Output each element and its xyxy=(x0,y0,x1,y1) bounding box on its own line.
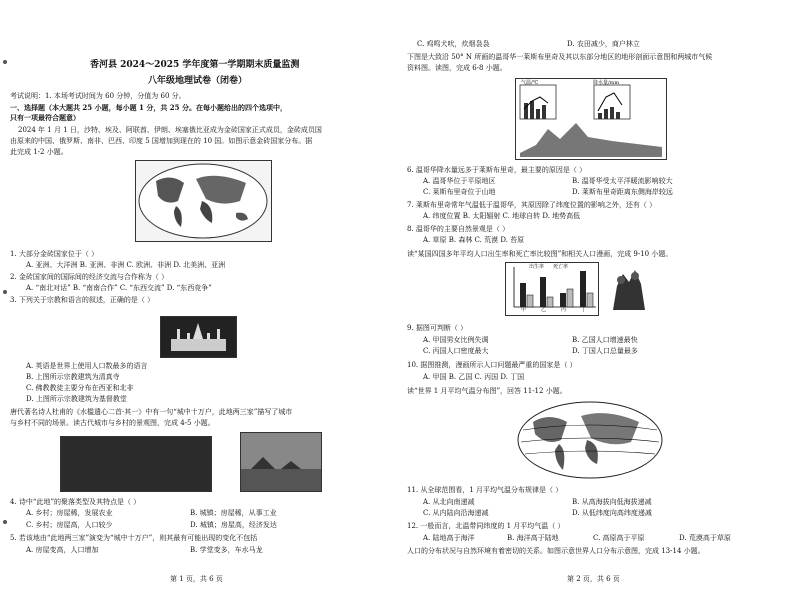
intro-text: 2024 年 1 月 1 日，沙特、埃及、阿联酋、伊朗、埃塞俄比亚成为金砖国家正式成员，金砖成员国 xyxy=(18,126,322,134)
chart-category-label: 丙 xyxy=(561,307,567,313)
binding-hole xyxy=(3,60,7,64)
question-2: 2. 金砖国家间的国际间的经济交流与合作称为（ ） xyxy=(10,273,169,281)
question-12-option-b: B. 海洋高于陆地 xyxy=(507,534,559,542)
question-9-option-a: A. 甲国男女比例失调 xyxy=(423,336,489,344)
question-3-option-d: D. 上图所示宗教建筑为基督教堂 xyxy=(26,395,127,403)
question-4-option-c: C. 乡村；房屋高，人口较少 xyxy=(26,521,113,529)
question-11-option-a: A. 从北向南递减 xyxy=(423,498,475,506)
question-5-option-c: C. 鸡鸣犬吠，炊烟袅袅 xyxy=(417,40,490,48)
question-4: 4. 诗中“此地”的聚落类型及其特点是（ ） xyxy=(10,498,141,506)
question-6-option-c: C. 莱斯布里奇位于山地 xyxy=(423,188,496,196)
question-9-option-b: B. 乙国人口增速最快 xyxy=(572,336,638,344)
question-2-options: A. “南北对话” B. “南南合作” C. “东西交流” D. “东西竞争” xyxy=(26,284,212,292)
section-heading-cont: 只有一项最符合题意） xyxy=(10,113,80,122)
question-12-option-a: A. 陆地高于海洋 xyxy=(423,534,475,542)
chart-legend-birth: 出生率 xyxy=(529,264,545,270)
question-1-options: A. 亚洲、大洋洲 B. 亚洲、非洲 C. 欧洲、非洲 D. 北美洲、亚洲 xyxy=(26,261,226,269)
question-8-options: A. 草原 B. 森林 C. 荒漠 D. 苔原 xyxy=(423,236,525,244)
intro-text: 此完成 1-2 小题。 xyxy=(10,148,68,156)
question-3: 3. 下列关于宗教和语言的叙述，正确的是（ ） xyxy=(10,296,155,304)
exam-subtitle: 八年级地理试卷（闭卷） xyxy=(148,76,248,86)
question-8: 8. 温哥华的主要自然景观是（ ） xyxy=(407,225,510,233)
january-temperature-map xyxy=(515,400,665,480)
climate-chart-label: 降水量/mm xyxy=(593,80,620,86)
question-11-option-b: B. 从高海拔向低海拔递减 xyxy=(572,498,652,506)
question-10: 10. 据图推测，漫画所示人口问题最严重的国家是（ ） xyxy=(407,361,577,369)
question-5: 5. 若该地由“此地两三家”演变为“城中十万户”，则其最有可能出现的变化不包括 xyxy=(10,534,258,542)
question-12-option-d: D. 荒漠高于草原 xyxy=(679,534,731,542)
intro-text: 读“世界 1 月平均气温分布图”，回答 11-12 小题。 xyxy=(407,387,567,395)
question-11: 11. 从全球范围看，1 月平均气温分布规律是（ ） xyxy=(407,486,563,494)
question-6-option-d: D. 莱斯布里奇距离东侧海岸较远 xyxy=(572,188,673,196)
question-5-option-a: A. 房屋变高，人口增加 xyxy=(26,546,99,554)
question-6-option-a: A. 温哥华位于平原地区 xyxy=(423,177,496,185)
question-7: 7. 莱斯布里奇常年气温低于温哥华，其原因除了纬度位置的影响之外，还有（ ） xyxy=(407,201,657,209)
question-7-options: A. 纬度位置 B. 太阳辐射 C. 地球自转 D. 地势高低 xyxy=(423,212,581,220)
intro-text: 资料图。读图，完成 6-8 小题。 xyxy=(407,64,507,72)
question-11-option-c: C. 从内陆向沿海递减 xyxy=(423,509,489,517)
question-9: 9. 据图可判断（ ） xyxy=(407,324,468,332)
question-5-option-b: B. 学堂变多，车水马龙 xyxy=(190,546,263,554)
ancient-city-photo xyxy=(60,436,212,492)
question-3-option-c: C. 佛教教徒主要分布在西亚和北非 xyxy=(26,384,134,392)
exam-notice: 考试说明：1. 本场考试时间为 60 分钟，分值为 60 分。 xyxy=(10,92,186,100)
binding-hole xyxy=(3,520,7,524)
question-12-option-c: C. 高原高于平原 xyxy=(593,534,645,542)
brics-world-map xyxy=(135,160,272,242)
section-heading: 一、选择题（本大题共 25 小题，每小题 1 分，共 25 分。在每小题给出的四个选项中， xyxy=(10,103,287,112)
question-9-option-c: C. 丙国人口密度最大 xyxy=(423,347,489,355)
chart-category-label: 乙 xyxy=(541,307,547,313)
page-footer: 第 2 页，共 6 页 xyxy=(567,575,620,583)
question-9-option-d: D. 丁国人口总量最多 xyxy=(572,347,638,355)
question-1: 1. 大部分金砖国家位于（ ） xyxy=(10,250,99,258)
question-6: 6. 温哥华降水量远多于莱斯布里奇，最主要的原因是（ ） xyxy=(407,166,587,174)
binding-hole xyxy=(3,290,7,294)
chart-category-label: 丁 xyxy=(581,307,587,313)
intro-text: 与乡村不同的场景。读古代城市与乡村的景观图，完成 4-5 小题。 xyxy=(10,419,215,427)
question-3-option-a: A. 英语是世界上使用人口数最多的语言 xyxy=(26,362,148,370)
question-10-options: A. 甲国 B. 乙国 C. 丙国 D. 丁国 xyxy=(423,373,525,381)
page-footer: 第 1 页，共 6 页 xyxy=(170,575,223,583)
intro-text: 下图是大致沿 50° N 所画的温哥华一莱斯布里奇及其以东部分地区的地形剖面示意图和两城市气候 xyxy=(407,53,713,61)
intro-text: 由原来的中国、俄罗斯、南非、巴西、印度 5 国增加到现在的 10 国。如图示意金砖国家分布。据 xyxy=(10,137,313,145)
terrain-profile-figure xyxy=(515,78,667,160)
ancient-village-photo xyxy=(240,432,322,492)
question-5-option-d: D. 农田减少，商户林立 xyxy=(567,40,640,48)
question-6-option-b: B. 温哥华受太平洋暖流影响较大 xyxy=(572,177,673,185)
chart-category-label: 甲 xyxy=(521,307,527,313)
intro-text: 读“某国四国多年平均人口出生率和死亡率比较图”和相关人口漫画，完成 9-10 小题。 xyxy=(407,250,673,258)
intro-text: 唐代著名诗人杜甫的《水槛遣心二首·其一》中有一句“城中十万户，此地两三家”描写了城市 xyxy=(10,408,293,416)
climate-chart-label: 气温/℃ xyxy=(521,80,539,86)
question-11-option-d: D. 从低纬度向高纬度递减 xyxy=(572,509,652,517)
population-cartoon xyxy=(607,266,649,312)
intro-text: 人口的分布状况与自然环境有着密切的关系。如图示意世界人口分布示意图，完成 13-14 小题。 xyxy=(407,547,705,555)
religious-building-photo xyxy=(160,316,237,358)
question-3-option-b: B. 上图所示宗教建筑为清真寺 xyxy=(26,373,120,381)
chart-legend-death: 死亡率 xyxy=(553,264,569,270)
question-4-option-d: D. 城镇；房屋高，经济发达 xyxy=(190,521,277,529)
question-4-option-a: A. 乡村；房屋稀，发展农业 xyxy=(26,509,113,517)
exam-title: 香河县 2024～2025 学年度第一学期期末质量监测 xyxy=(90,60,300,70)
question-4-option-b: B. 城镇；房屋稀，从事工业 xyxy=(190,509,277,517)
question-12: 12. 一般而言，北温带同纬度的 1 月平均气温（ ） xyxy=(407,522,565,530)
exam-page-2 xyxy=(397,0,794,589)
